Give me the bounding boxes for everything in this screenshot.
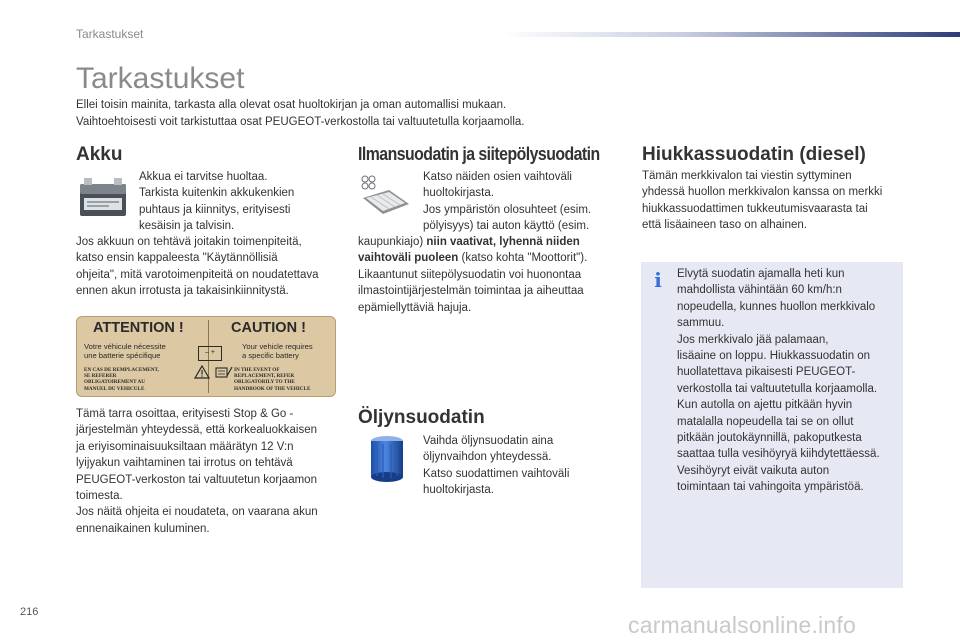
text-line: PEUGEOT-verkoston tai valtuutetun korjaamon [76,473,317,486]
text-line: matalalla nopeudella tai se on ollut [677,415,854,428]
text-line: sammuu. [677,317,725,330]
text-line: puhtaus ja kiinnitys, erityisesti [139,203,291,216]
label-warning-triangle-icon [194,365,210,384]
text-line: yhdessä huollon merkkivalon kanssa on merkki [642,186,883,199]
text-line: verkostolla tai valtuutetulla korjaamolla. [677,382,878,395]
label-right-subtitle [242,343,313,360]
text-line: ohjeita", mitä varotoimenpiteitä on noudatettava [76,268,319,281]
label-left-subtitle [84,343,166,360]
battery-warning-label [76,316,336,397]
header-gradient-bar [500,32,960,37]
text-line: Katso suodattimen vaihtoväli [423,467,570,480]
text-line: ja eriyisominaisuuksiltaan määrätyn 12 V:n [76,440,294,453]
air-filter-icon [359,174,411,218]
text-line: ennen akun irrotusta ja takaisinkiinnitystä. [76,285,289,298]
label-line: OBLIGATORILY TO THE [234,379,295,386]
label-line: a specific battery [242,350,299,360]
running-header: Tarkastukset [76,27,144,41]
label-line: REPLACEMENT, REFER [234,373,295,380]
text-line: Elvytä suodatin ajamalla heti kun [677,268,845,280]
text-line: Kun autolla on ajettu pitkään hyvin [677,399,853,412]
ilmansuodatin-text-beside-icon [423,169,633,235]
text-line: epämiellyttäviä hajuja. [358,301,472,314]
akku-heading: Akku [76,144,123,165]
text-line: hiukkassuodattimen tukkeutumisvaarasta tai [642,202,868,215]
battery-icon [78,174,128,218]
text-line: Likaantunut siitepölysuodatin voi huonontaa [358,268,582,281]
text-line: kesäisin ja talvisin. [139,220,235,233]
text-line [358,250,633,266]
oljynsuodatin-heading: Öljynsuodatin [358,407,485,428]
akku-text-beside-icon [139,169,339,235]
text-line: toimintaan tai vahingoita ympäristöä. [677,481,864,494]
label-right-title: CAUTION ! [231,320,306,336]
label-line: MANUEL DU VEHICULE [84,385,145,392]
akku-label-explanation [76,406,346,537]
text-line: Vaihda öljynsuodatin aina [423,435,554,447]
text-line: saattaa tulla vesihöyryä kiihdytettäessä. [677,448,880,461]
hiukkassuodatin-heading: Hiukkassuodatin (diesel) [642,144,866,165]
text-line: mahdollista vähintään 60 km/h:n [677,284,842,297]
label-line: SE REFERER [84,373,117,380]
intro-line: Ellei toisin mainita, tarkasta alla olevat osat huoltokirjan ja oman automallisi mukaan. [76,99,507,111]
label-line: EN CAS DE REMPLACEMENT, [84,367,159,373]
text-line: lyijyakun vaihtaminen tai irrotus on tehtävä [76,457,293,470]
text-span: (katso kohta "Moottorit"). [458,252,588,265]
info-box-text [677,266,902,496]
oil-filter-icon [367,434,407,484]
text-line: Jos akkuun on tehtävä joitakin toimenpiteitä, [76,236,302,248]
text-line: Tarkista kuitenkin akkukenkien [139,187,295,200]
text-line: toimesta. [76,490,123,503]
text-span: kaupunkiajo) [358,236,427,248]
hiukkassuodatin-text [642,168,912,234]
intro-text [76,97,636,131]
text-line: Katso näiden osien vaihtoväli [423,171,572,183]
text-line: nopeudella, kunnes huollon merkkivalo [677,300,876,313]
label-line: une batterie spécifique [84,350,161,360]
text-line: Jos näitä ohjeita ei noudateta, on vaarana akun [76,506,318,519]
label-line: Votre véhicule nécessite [84,342,166,351]
ilmansuodatin-heading: Ilmansuodatin ja siitepölysuodatin [358,144,600,164]
text-line: Tämä tarra osoittaa, erityisesti Stop & Go - [76,408,294,420]
label-left-fine-print [84,367,159,392]
ilmansuodatin-text-main [358,234,633,316]
text-line: huollatettava pikaisesti PEUGEOT- [677,366,856,379]
label-battery-symbol: – + [198,346,222,361]
text-line: Jos ympäristön olosuhteet (esim. [423,203,592,216]
text-line: ennenaikainen kuluminen. [76,522,210,535]
text-line: että lisäaineen taso on alhainen. [642,219,807,232]
page-number: 216 [20,606,39,618]
text-line: pölyisyys) tai auton käyttö (esim. [423,220,590,233]
text-line: ilmastointijärjestelmän toimintaa ja aiheuttaa [358,285,584,298]
text-line: huoltokirjasta. [423,187,494,200]
text-line: lisäaine on loppu. Hiukkassuodatin on [677,350,871,363]
text-line: järjestelmän yhteydessä, että korkealuokkaisen [76,424,317,437]
akku-text-main [76,234,346,300]
text-line [358,234,633,250]
text-line: katso ensin kappaleesta "Käytännöllisiä [76,252,278,265]
text-line: Jos merkkivalo jää palamaan, [677,333,829,346]
text-line: huoltokirjasta. [423,484,494,497]
label-line: HANDBOOK OF THE VEHICLE [234,385,311,392]
watermark: carmanualsonline.info [628,612,856,638]
text-line: pitkään joutokäynnillä, pakoputkesta [677,432,862,445]
emphasis-text: vaihtoväli puoleen [358,252,459,265]
text-line: Akkua ei tarvitse huoltaa. [139,171,268,183]
emphasis-text: niin vaativat, lyhennä niiden [426,236,580,248]
text-line: Vesihöyryt eivät vaikuta auton [677,464,830,477]
label-manual-icon [215,365,233,384]
info-icon: i [654,268,662,292]
page-title: Tarkastukset [76,62,245,95]
text-line: öljynvaihdon yhteydessä. [423,451,552,464]
label-line: IN THE EVENT OF [234,367,280,373]
intro-line: Vaihtoehtoisesti voit tarkistuttaa osat PEUGEOT-verkostolla tai valtuutetulla korjaamolla. [76,116,525,128]
oljynsuodatin-text [423,433,633,499]
label-right-fine-print [234,367,310,392]
text-line: Tämän merkkivalon tai viestin syttyminen [642,170,852,182]
label-left-title: ATTENTION ! [93,320,184,336]
label-line: Your vehicle requires [242,342,313,351]
label-line: OBLIGATOIREMENT AU [84,379,145,386]
